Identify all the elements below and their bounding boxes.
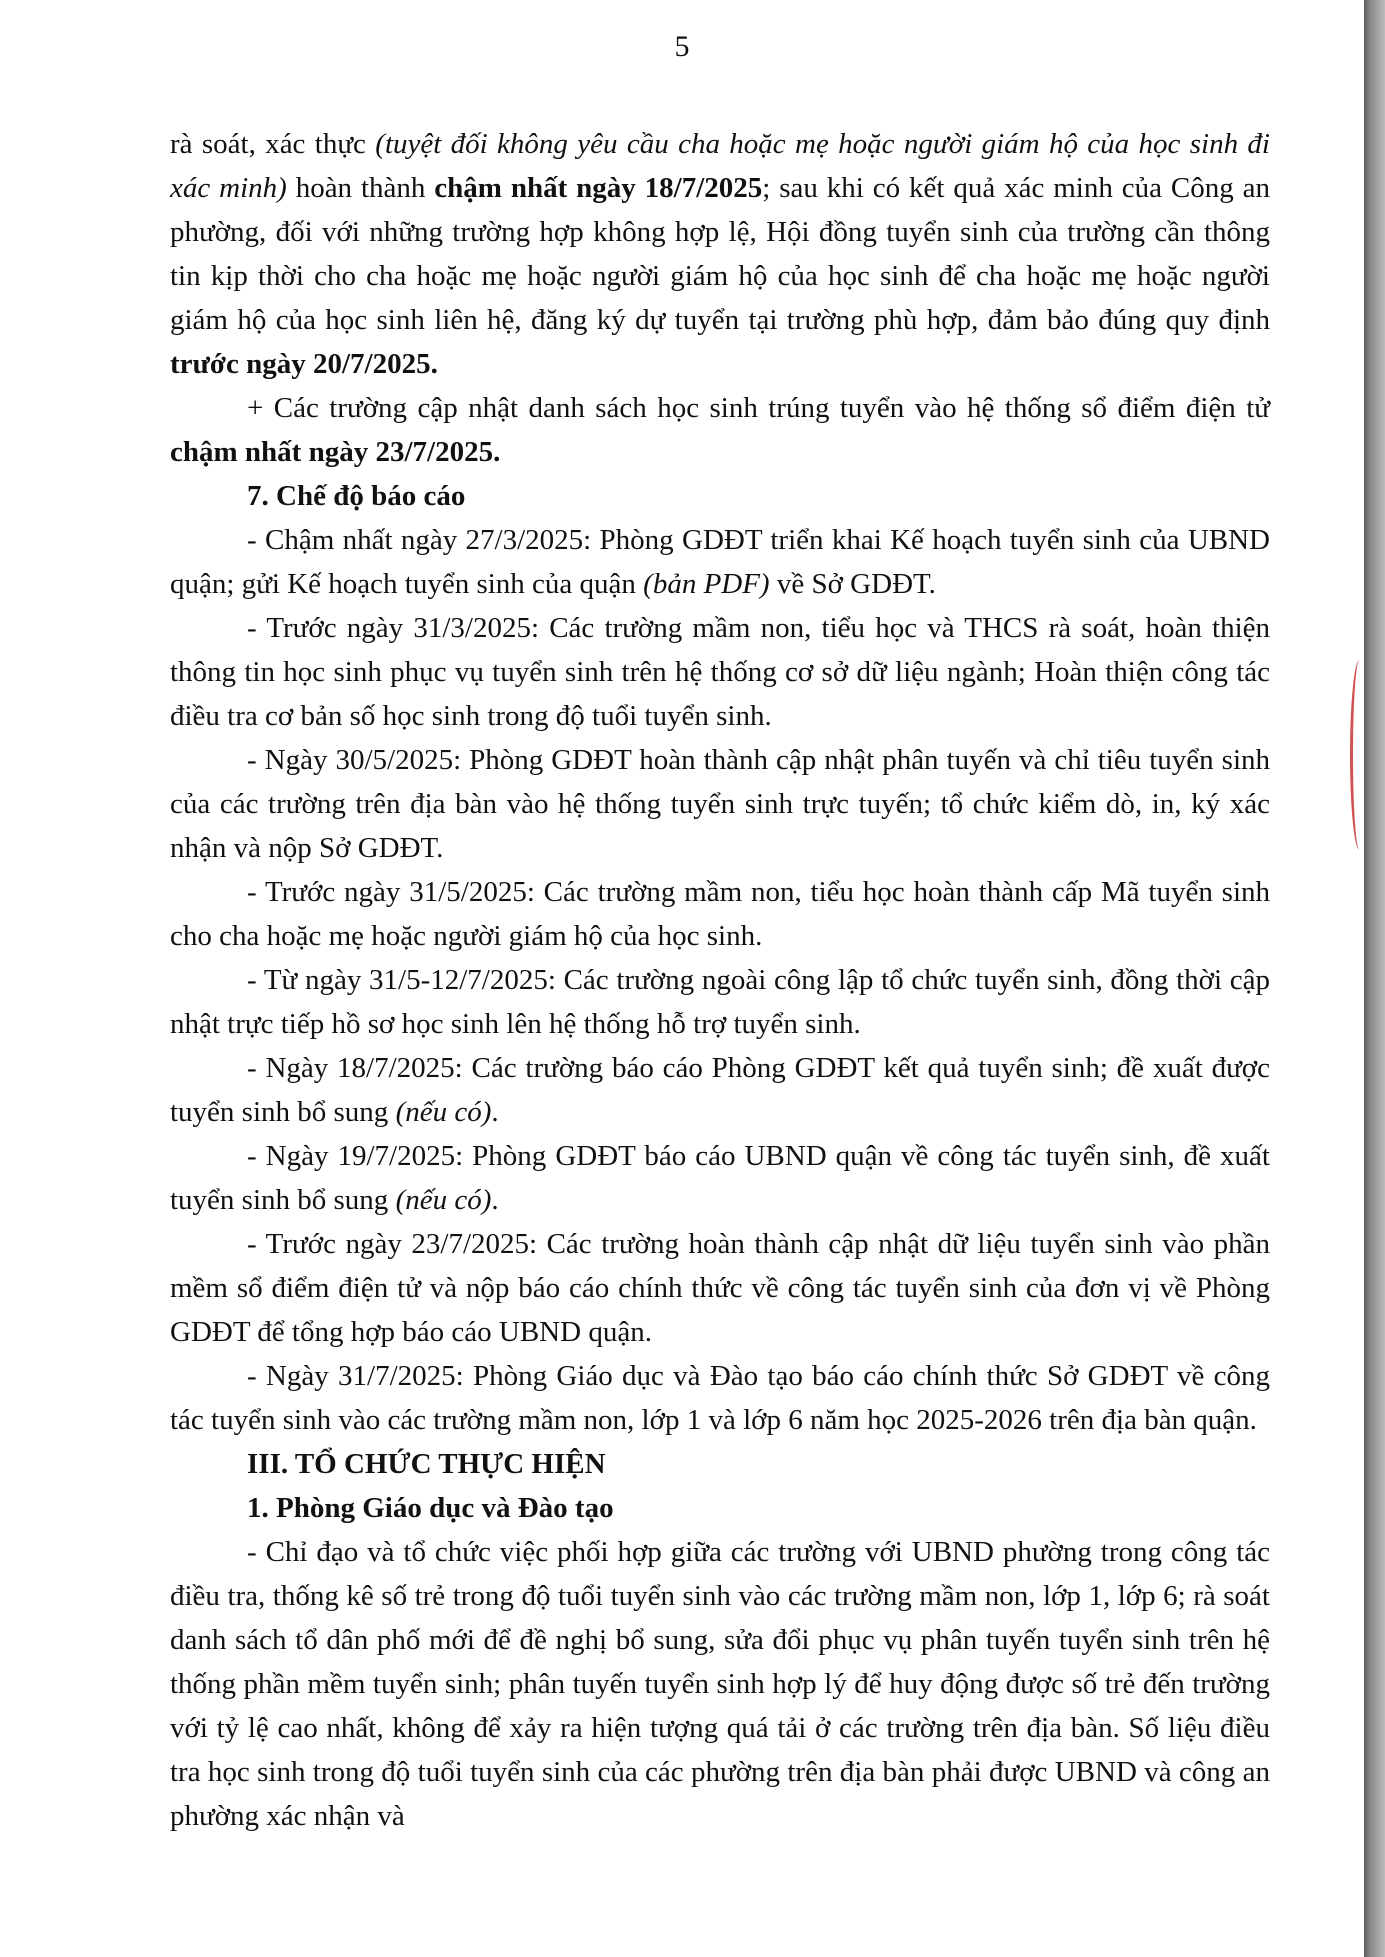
text-run: - Ngày 19/7/2025: Phòng GDĐT báo cáo UBND quận về công tác tuyển sinh, đề xuất tuyển sinh bổ sung bbox=[170, 1140, 1270, 1216]
subsection-heading-1: 1. Phòng Giáo dục và Đào tạo bbox=[247, 1492, 614, 1524]
bold-deadline: trước ngày 20/7/2025. bbox=[170, 348, 438, 380]
italic-note: (nếu có) bbox=[395, 1184, 492, 1216]
text-run: rà soát, xác thực bbox=[170, 128, 376, 160]
page-number: 5 bbox=[674, 30, 690, 63]
text-run: + Các trường cập nhật danh sách học sinh trúng tuyển vào hệ thống sổ điểm điện tử bbox=[247, 392, 1270, 424]
italic-note: (tuyệt đối không yêu cầu cha hoặc mẹ hoặc người giám hộ của học sinh đi xác minh) bbox=[170, 128, 1270, 204]
section-heading-7: 7. Chế độ báo cáo bbox=[247, 480, 466, 512]
report-item-5: - Từ ngày 31/5-12/7/2025: Các trường ngoài công lập tổ chức tuyển sinh, đồng thời cập nhật trực tiếp hồ sơ học sinh lên hệ thống hỗ trợ tuyển sinh. bbox=[170, 964, 1270, 1040]
text-run: về Sở GDĐT. bbox=[769, 568, 936, 600]
report-item-6 bbox=[170, 1046, 1270, 1134]
bold-deadline: chậm nhất ngày 18/7/2025 bbox=[434, 172, 763, 204]
report-item-2: - Trước ngày 31/3/2025: Các trường mầm non, tiểu học và THCS rà soát, hoàn thiện thông tin học sinh phục vụ tuyển sinh trên hệ thống cơ sở dữ liệu ngành; Hoàn thiện công tác điều tra cơ bản số học sinh trong độ tuổi tuyển sinh. bbox=[170, 612, 1270, 732]
report-item-3: - Ngày 30/5/2025: Phòng GDĐT hoàn thành cập nhật phân tuyến và chỉ tiêu tuyển sinh của các trường trên địa bàn vào hệ thống tuyển sinh trực tuyến; tổ chức kiểm dò, in, ký xác nhận và nộp Sở GDĐT. bbox=[170, 744, 1270, 864]
report-item-4: - Trước ngày 31/5/2025: Các trường mầm non, tiểu học hoàn thành cấp Mã tuyển sinh cho cha hoặc mẹ hoặc người giám hộ của học sinh. bbox=[170, 876, 1270, 952]
report-item-9: - Ngày 31/7/2025: Phòng Giáo dục và Đào tạo báo cáo chính thức Sở GDĐT về công tác tuyển sinh vào các trường mầm non, lớp 1 và lớp 6 năm học 2025-2026 trên địa bàn quận. bbox=[170, 1360, 1270, 1436]
report-item-1 bbox=[170, 518, 1270, 606]
paragraph-verification bbox=[170, 122, 1270, 386]
text-run: ; sau khi có kết quả xác minh của Công an phường, đối với những trường hợp không hợp lệ, Hội đồng tuyển sinh của trường cần thông tin kịp thời cho cha hoặc mẹ hoặc người giám hộ của học sinh để cha hoặc mẹ hoặc người giám hộ của học sinh liên hệ, đăng ký dự tuyển tại trường phù hợp, đảm bảo đúng quy định bbox=[170, 172, 1270, 336]
bold-deadline: chậm nhất ngày 23/7/2025. bbox=[170, 436, 501, 468]
text-run: . bbox=[491, 1096, 499, 1128]
text-run: . bbox=[491, 1184, 499, 1216]
red-stamp-edge bbox=[1350, 660, 1369, 850]
implementation-paragraph: - Chỉ đạo và tổ chức việc phối hợp giữa các trường với UBND phường trong công tác điều tra, thống kê số trẻ trong độ tuổi tuyển sinh vào các trường mầm non, lớp 1, lớp 6; rà soát danh sách tổ dân phố mới để đề nghị bổ sung, sửa đổi phục vụ phân tuyến tuyển sinh trên hệ thống phần mềm tuyển sinh; phân tuyến tuyển sinh hợp lý để huy động được số trẻ đến trường với tỷ lệ cao nhất, không để xảy ra hiện tượng quá tải ở các trường trên địa bàn. Số liệu điều tra học sinh trong độ tuổi tuyển sinh của các phường trên địa bàn phải được UBND và công an phường xác nhận và bbox=[170, 1536, 1270, 1832]
section-heading-III: III. TỔ CHỨC THỰC HIỆN bbox=[247, 1448, 606, 1480]
report-item-7 bbox=[170, 1134, 1270, 1222]
report-item-8: - Trước ngày 23/7/2025: Các trường hoàn thành cập nhật dữ liệu tuyển sinh vào phần mềm sổ điểm điện tử và nộp báo cáo chính thức về công tác tuyển sinh của đơn vị về Phòng GDĐT để tổng hợp báo cáo UBND quận. bbox=[170, 1228, 1270, 1348]
paragraph-update-list bbox=[170, 386, 1270, 474]
text-run: hoàn thành bbox=[286, 172, 435, 204]
document-body bbox=[170, 122, 1270, 1838]
italic-note: (bản PDF) bbox=[643, 568, 770, 600]
scan-edge bbox=[1364, 0, 1385, 1957]
italic-note: (nếu có) bbox=[395, 1096, 492, 1128]
text-run: - Ngày 18/7/2025: Các trường báo cáo Phòng GDĐT kết quả tuyển sinh; đề xuất được tuyển sinh bổ sung bbox=[170, 1052, 1270, 1128]
text-run: - Chậm nhất ngày 27/3/2025: Phòng GDĐT triển khai Kế hoạch tuyển sinh của UBND quận; gửi Kế hoạch tuyển sinh của quận bbox=[170, 524, 1270, 600]
